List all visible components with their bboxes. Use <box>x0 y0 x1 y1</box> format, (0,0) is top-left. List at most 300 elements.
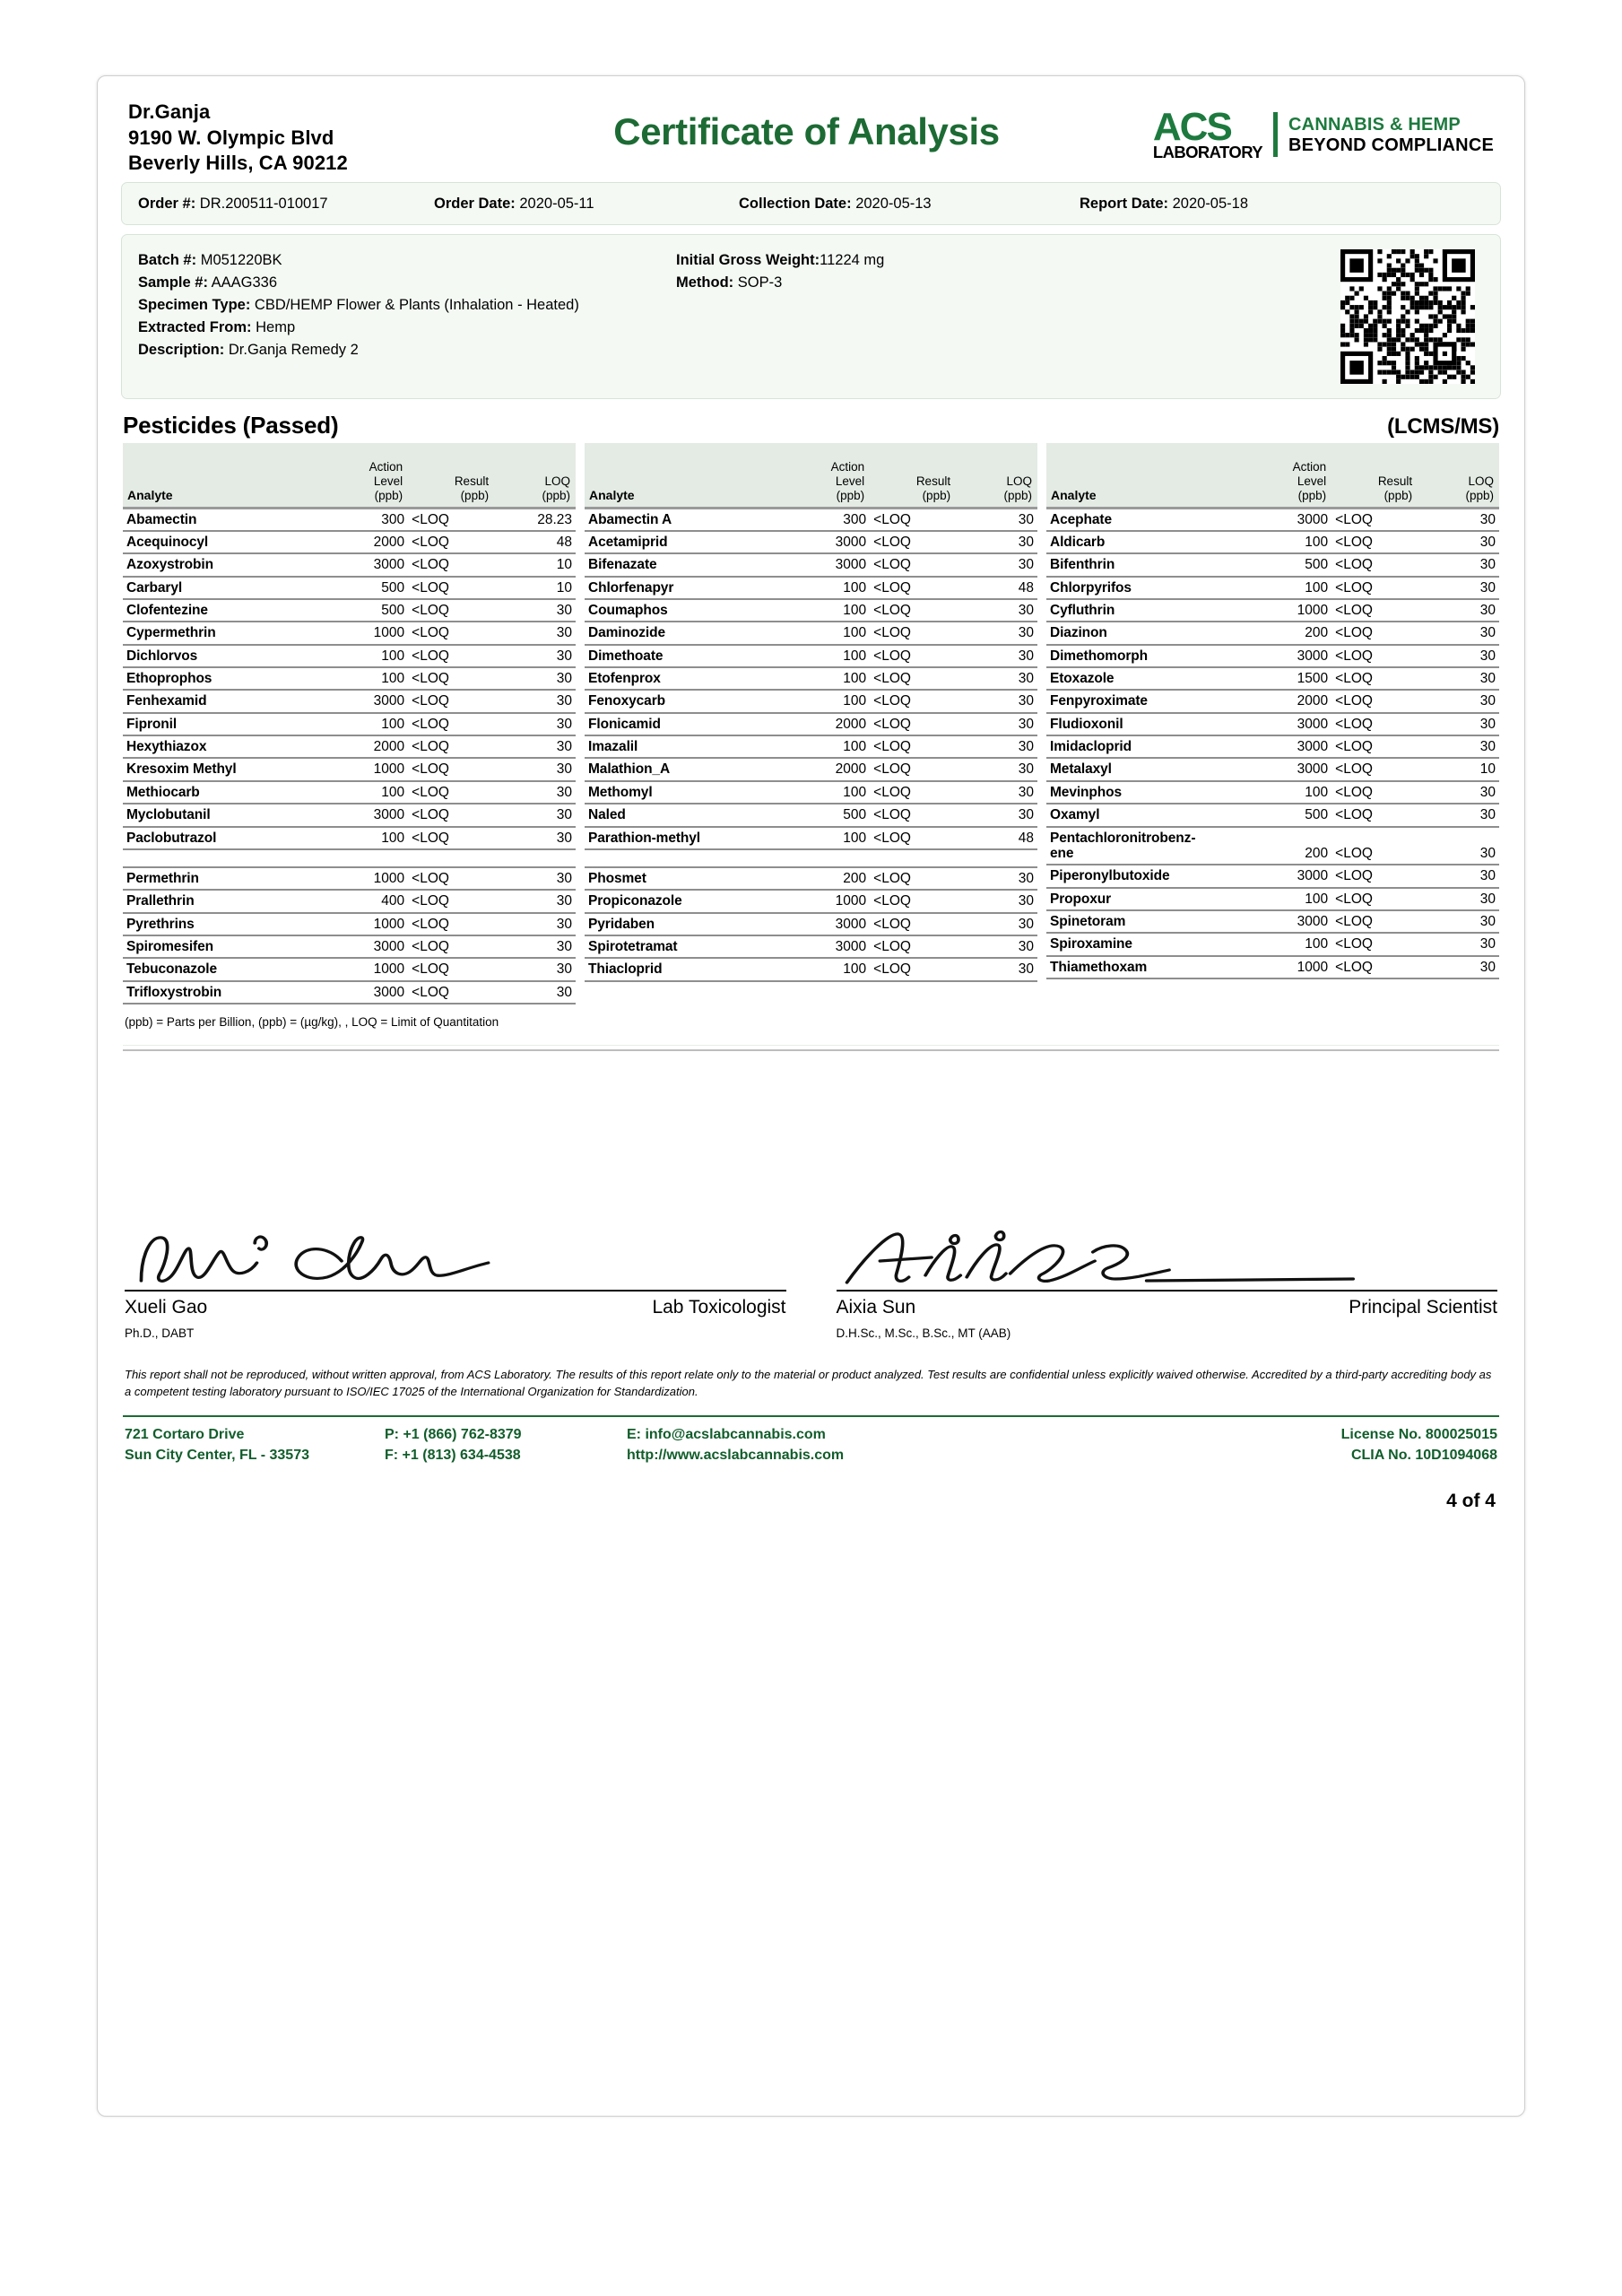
report-date-value: 2020-05-18 <box>1172 195 1249 212</box>
cell-action-level: 3000 <box>1245 910 1331 933</box>
cell-action-level: 300 <box>784 508 870 531</box>
cell-analyte: Pyridaben <box>585 913 784 935</box>
footer-address <box>125 1424 385 1465</box>
cell-analyte: Pentachloronitrobenz- ene <box>1046 827 1245 865</box>
th-loq <box>1418 443 1499 508</box>
description-label: Description: <box>138 342 225 359</box>
cell-result: <LOQ <box>1331 933 1418 955</box>
document-header <box>117 76 1505 182</box>
cell-analyte: Acetamiprid <box>585 531 784 553</box>
page-title: Certificate of Analysis <box>613 110 1000 152</box>
sample-info-bar <box>121 234 1501 399</box>
cell-result: <LOQ <box>408 508 494 531</box>
signature-image-xueli-gao <box>125 1222 786 1292</box>
cell-result: <LOQ <box>870 781 956 804</box>
cell-action-level: 1000 <box>322 913 408 935</box>
cell-loq: 30 <box>494 804 576 826</box>
cell-analyte: Acequinocyl <box>123 531 322 553</box>
signatory-role: Principal Scientist <box>1349 1297 1497 1318</box>
cell-result: <LOQ <box>408 981 494 1004</box>
th-analyte: Analyte <box>1046 443 1245 508</box>
cell-analyte: Propoxur <box>1046 888 1245 910</box>
handwritten-signature-icon <box>837 1222 1498 1292</box>
cell-loq: 30 <box>956 622 1037 644</box>
table-row <box>123 622 576 644</box>
footer-website-link[interactable]: http://www.acslabcannabis.com <box>627 1447 845 1463</box>
footer-license-block <box>1228 1424 1497 1465</box>
th-action-level-l3: (ppb) <box>1297 488 1327 502</box>
cell-loq: 28.23 <box>494 508 576 531</box>
footer-phone-block <box>385 1424 627 1465</box>
table-row <box>1046 577 1499 599</box>
cell-result: <LOQ <box>408 935 494 958</box>
order-date-label: Order Date: <box>434 195 516 212</box>
sample-info-right-column <box>1097 249 1484 384</box>
collection-date-cell <box>739 196 1080 213</box>
cell-action-level: 2000 <box>784 713 870 735</box>
table-row-spacer <box>123 849 576 867</box>
table-row <box>585 531 1037 553</box>
cell-analyte: Cyfluthrin <box>1046 599 1245 622</box>
footer-email[interactable]: E: info@acslabcannabis.com <box>627 1426 826 1442</box>
table-row <box>123 577 576 599</box>
cell-analyte: Myclobutanil <box>123 804 322 826</box>
cell-action-level: 3000 <box>1245 508 1331 531</box>
order-number-label: Order #: <box>138 195 196 212</box>
table-row <box>123 508 576 531</box>
cell-action-level: 1500 <box>1245 667 1331 690</box>
table-row <box>585 890 1037 912</box>
extracted-from-label: Extracted From: <box>138 319 252 336</box>
table-row <box>123 531 576 553</box>
th-action-level-l1: Action <box>369 459 403 474</box>
cell-analyte: Methomyl <box>585 781 784 804</box>
signature-toxicologist <box>125 1222 786 1340</box>
cell-analyte: Spiroxamine <box>1046 933 1245 955</box>
cell-analyte: Dimethomorph <box>1046 645 1245 667</box>
cell-analyte: Abamectin A <box>585 508 784 531</box>
cell-result: <LOQ <box>408 690 494 712</box>
gross-weight-value: 11224 mg <box>820 252 885 268</box>
cell-loq: 30 <box>1418 690 1499 712</box>
table-row <box>585 553 1037 576</box>
th-loq-l2: (ppb) <box>542 488 570 502</box>
cell-analyte: Etofenprox <box>585 667 784 690</box>
cell-result: <LOQ <box>408 577 494 599</box>
collection-date-label: Collection Date: <box>739 195 852 212</box>
legal-disclaimer: This report shall not be reproduced, without written approval, from ACS Laboratory. The results of this report relate only to the material or product analyzed. Test results are confidential unless explicitly waived otherwise. Accredited by a third-party accrediting body as a competent testing laboratory pursuant to ISO/IEC 17025 of the International Organization for Standardization. <box>125 1368 1492 1398</box>
cell-action-level: 3000 <box>322 690 408 712</box>
cell-action-level: 100 <box>1245 577 1331 599</box>
cell-action-level: 300 <box>322 508 408 531</box>
cell-loq: 30 <box>1418 735 1499 758</box>
footer-license-number: License No. 800025015 <box>1340 1426 1497 1442</box>
cell-loq: 30 <box>1418 599 1499 622</box>
batch-number-value: M051220BK <box>200 252 282 268</box>
report-date-cell <box>1080 196 1248 213</box>
cell-result: <LOQ <box>1331 735 1418 758</box>
cell-result: <LOQ <box>1331 599 1418 622</box>
cell-loq: 30 <box>1418 508 1499 531</box>
th-loq-l1: LOQ <box>1468 474 1494 488</box>
section-divider-grey <box>123 1049 1499 1051</box>
cell-loq: 10 <box>494 553 576 576</box>
cell-loq: 30 <box>1418 645 1499 667</box>
cell-loq: 30 <box>1418 713 1499 735</box>
cell-result: <LOQ <box>870 804 956 826</box>
sample-info-middle-column <box>676 249 1097 384</box>
table-row <box>123 827 576 849</box>
cell-analyte: Dichlorvos <box>123 645 322 667</box>
cell-analyte: Paclobutrazol <box>123 827 322 849</box>
table-row <box>585 599 1037 622</box>
footer-phone: P: +1 (866) 762-8379 <box>385 1426 522 1442</box>
cell-action-level: 100 <box>784 667 870 690</box>
description-value: Dr.Ganja Remedy 2 <box>228 342 359 359</box>
cell-action-level: 100 <box>784 781 870 804</box>
cell-analyte: Diazinon <box>1046 622 1245 644</box>
cell-analyte: Fenhexamid <box>123 690 322 712</box>
table-row <box>1046 599 1499 622</box>
lab-logo-block <box>1108 100 1494 161</box>
collection-date-value: 2020-05-13 <box>855 195 932 212</box>
cell-loq: 30 <box>956 508 1037 531</box>
cell-result: <LOQ <box>1331 713 1418 735</box>
qr-code-icon <box>1340 249 1475 384</box>
table-row <box>1046 781 1499 804</box>
client-address-line1: 9190 W. Olympic Blvd <box>128 126 334 149</box>
cell-analyte: Tebuconazole <box>123 958 322 980</box>
cell-loq: 30 <box>956 867 1037 890</box>
footer-address-line1: 721 Cortaro Drive <box>125 1426 245 1442</box>
cell-result: <LOQ <box>408 890 494 912</box>
cell-result: <LOQ <box>870 577 956 599</box>
cell-action-level: 100 <box>784 735 870 758</box>
cell-analyte: Acephate <box>1046 508 1245 531</box>
cell-action-level: 100 <box>784 827 870 849</box>
cell-loq: 30 <box>1418 910 1499 933</box>
signature-name-role-row <box>125 1297 786 1318</box>
cell-loq: 30 <box>494 890 576 912</box>
footer-clia-number: CLIA No. 10D1094068 <box>1350 1447 1497 1463</box>
cell-action-level: 400 <box>322 890 408 912</box>
cell-loq: 48 <box>956 577 1037 599</box>
th-action-level-l2: Level <box>373 474 403 488</box>
cell-loq: 30 <box>1418 865 1499 887</box>
table-row <box>1046 865 1499 887</box>
footer-divider <box>123 1415 1499 1417</box>
table-row <box>1046 667 1499 690</box>
cell-result: <LOQ <box>870 958 956 980</box>
specimen-type-value: CBD/HEMP Flower & Plants (Inhalation - Heated) <box>254 297 579 314</box>
cell-analyte: Flonicamid <box>585 713 784 735</box>
cell-result: <LOQ <box>1331 645 1418 667</box>
table-row <box>123 935 576 958</box>
cell-analyte: Pyrethrins <box>123 913 322 935</box>
cell-analyte: Piperonylbutoxide <box>1046 865 1245 887</box>
sample-number-row <box>138 272 676 294</box>
table-row <box>585 781 1037 804</box>
section-title: Pesticides (Passed) <box>123 412 339 439</box>
coa-page <box>97 75 1525 2117</box>
cell-loq: 48 <box>956 827 1037 849</box>
logo-right-group <box>1288 110 1494 161</box>
laboratory-wordmark: LABORATORY <box>1152 142 1263 161</box>
cell-loq: 30 <box>1418 577 1499 599</box>
cell-loq: 30 <box>494 735 576 758</box>
cell-result: <LOQ <box>1331 690 1418 712</box>
cell-loq: 10 <box>494 577 576 599</box>
cell-loq: 30 <box>956 935 1037 958</box>
batch-number-row <box>138 249 676 272</box>
cell-analyte: Mevinphos <box>1046 781 1245 804</box>
table-header-row <box>1046 443 1499 508</box>
cell-action-level: 2000 <box>322 735 408 758</box>
cell-result: <LOQ <box>1331 910 1418 933</box>
report-date-label: Report Date: <box>1080 195 1169 212</box>
table-row <box>1046 804 1499 826</box>
table-row <box>1046 910 1499 933</box>
cell-analyte: Dimethoate <box>585 645 784 667</box>
table-row <box>1046 933 1499 955</box>
table-row <box>1046 758 1499 780</box>
logo-tagline-line2: BEYOND COMPLIANCE <box>1288 135 1494 156</box>
cell-action-level: 3000 <box>1245 645 1331 667</box>
table-row <box>123 735 576 758</box>
table-row <box>585 913 1037 935</box>
cell-loq: 30 <box>956 599 1037 622</box>
cell-action-level: 100 <box>1245 933 1331 955</box>
cell-action-level: 1000 <box>784 890 870 912</box>
cell-loq: 30 <box>494 913 576 935</box>
cell-analyte: Cypermethrin <box>123 622 322 644</box>
cell-analyte: Phosmet <box>585 867 784 890</box>
th-action-level <box>784 443 870 508</box>
cell-result: <LOQ <box>1331 531 1418 553</box>
cell-action-level: 100 <box>1245 781 1331 804</box>
cell-loq: 30 <box>1418 553 1499 576</box>
table-row-spacer <box>585 849 1037 867</box>
cell-result: <LOQ <box>1331 827 1418 865</box>
cell-analyte: Fludioxonil <box>1046 713 1245 735</box>
cell-action-level: 100 <box>784 958 870 980</box>
cell-action-level: 1000 <box>322 622 408 644</box>
cell-action-level: 100 <box>1245 531 1331 553</box>
cell-loq: 30 <box>956 781 1037 804</box>
table-row <box>123 667 576 690</box>
cell-action-level: 3000 <box>322 935 408 958</box>
cell-result: <LOQ <box>1331 667 1418 690</box>
table-header-row <box>123 443 576 508</box>
order-info-bar <box>121 182 1501 225</box>
cell-analyte: Daminozide <box>585 622 784 644</box>
table-row <box>123 867 576 890</box>
signatory-role: Lab Toxicologist <box>652 1297 786 1318</box>
cell-analyte: Fenpyroximate <box>1046 690 1245 712</box>
cell-result: <LOQ <box>870 713 956 735</box>
cell-result: <LOQ <box>408 622 494 644</box>
table-row <box>1046 690 1499 712</box>
th-action-level-l2: Level <box>1297 474 1327 488</box>
footer-contact-block <box>627 1424 1228 1465</box>
cell-loq: 30 <box>494 645 576 667</box>
table-row <box>585 827 1037 849</box>
cell-result: <LOQ <box>408 827 494 849</box>
th-action-level <box>1245 443 1331 508</box>
cell-action-level: 3000 <box>1245 865 1331 887</box>
cell-action-level: 100 <box>784 577 870 599</box>
table-row <box>585 577 1037 599</box>
th-loq-l1: LOQ <box>1006 474 1032 488</box>
client-address-line2: Beverly Hills, CA 90212 <box>128 152 348 175</box>
table-row <box>585 958 1037 980</box>
cell-action-level: 2000 <box>1245 690 1331 712</box>
cell-analyte: Kresoxim Methyl <box>123 758 322 780</box>
th-result-l2: (ppb) <box>460 488 490 502</box>
cell-result: <LOQ <box>408 735 494 758</box>
cell-loq: 30 <box>1418 531 1499 553</box>
cell-analyte: Hexythiazox <box>123 735 322 758</box>
cell-result: <LOQ <box>870 935 956 958</box>
th-result-l1: Result <box>454 474 490 488</box>
acs-wordmark: ACS <box>1152 105 1231 149</box>
cell-action-level: 100 <box>322 827 408 849</box>
table-row <box>123 958 576 980</box>
cell-action-level: 100 <box>322 713 408 735</box>
signature-block <box>125 1222 1497 1340</box>
cell-action-level: 500 <box>1245 804 1331 826</box>
gross-weight-row <box>676 249 1097 272</box>
cell-action-level: 100 <box>322 667 408 690</box>
table-row <box>123 981 576 1004</box>
th-analyte: Analyte <box>585 443 784 508</box>
logo-divider-bar <box>1273 112 1278 157</box>
cell-loq: 30 <box>956 804 1037 826</box>
cell-action-level: 1000 <box>1245 599 1331 622</box>
cell-result: <LOQ <box>408 713 494 735</box>
table-row <box>123 758 576 780</box>
cell-analyte: Bifenazate <box>585 553 784 576</box>
th-loq-l2: (ppb) <box>1003 488 1032 502</box>
table-row <box>1046 622 1499 644</box>
order-date-cell <box>434 196 739 213</box>
order-number-cell <box>138 196 434 213</box>
cell-loq: 30 <box>956 645 1037 667</box>
table-row <box>123 781 576 804</box>
cell-loq: 30 <box>1418 888 1499 910</box>
cell-loq: 30 <box>494 758 576 780</box>
pesticides-tables <box>123 443 1499 1004</box>
cell-result: <LOQ <box>870 758 956 780</box>
cell-result: <LOQ <box>408 531 494 553</box>
cell-action-level: 3000 <box>784 553 870 576</box>
table-row <box>585 622 1037 644</box>
cell-action-level: 2000 <box>784 758 870 780</box>
cell-loq: 10 <box>1418 758 1499 780</box>
th-result-l1: Result <box>915 474 951 488</box>
th-action-level-l2: Level <box>835 474 865 488</box>
table-row <box>123 804 576 826</box>
cell-analyte: Coumaphos <box>585 599 784 622</box>
cell-analyte: Imidacloprid <box>1046 735 1245 758</box>
order-number-value: DR.200511-010017 <box>199 195 328 212</box>
cell-action-level: 500 <box>322 599 408 622</box>
description-row <box>138 339 676 361</box>
cell-loq: 30 <box>494 713 576 735</box>
th-analyte: Analyte <box>123 443 322 508</box>
cell-analyte: Metalaxyl <box>1046 758 1245 780</box>
client-address-block <box>128 100 505 177</box>
table-row <box>585 713 1037 735</box>
cell-action-level: 3000 <box>1245 735 1331 758</box>
cell-loq: 30 <box>494 622 576 644</box>
cell-analyte: Imazalil <box>585 735 784 758</box>
cell-action-level: 3000 <box>1245 713 1331 735</box>
signature-image-aixia-sun <box>837 1222 1498 1292</box>
cell-analyte: Permethrin <box>123 867 322 890</box>
th-result-l2: (ppb) <box>1383 488 1413 502</box>
cell-analyte: Aldicarb <box>1046 531 1245 553</box>
cell-analyte: Chlorfenapyr <box>585 577 784 599</box>
signature-principal-scientist <box>837 1222 1498 1340</box>
method-value: SOP-3 <box>737 274 783 291</box>
specimen-type-label: Specimen Type: <box>138 297 251 314</box>
th-result-l1: Result <box>1377 474 1413 488</box>
table-row <box>123 599 576 622</box>
order-date-value: 2020-05-11 <box>519 195 594 212</box>
cell-analyte: Abamectin <box>123 508 322 531</box>
cell-loq: 30 <box>494 667 576 690</box>
cell-analyte: Parathion-methyl <box>585 827 784 849</box>
cell-loq: 30 <box>956 758 1037 780</box>
cell-analyte: Prallethrin <box>123 890 322 912</box>
table-header-row <box>585 443 1037 508</box>
spacer-cell <box>585 849 1037 867</box>
cell-result: <LOQ <box>1331 804 1418 826</box>
analyte-table-2 <box>585 443 1037 982</box>
cell-result: <LOQ <box>870 553 956 576</box>
th-result <box>870 443 956 508</box>
th-action-level-l1: Action <box>1292 459 1327 474</box>
table-row <box>1046 553 1499 576</box>
cell-action-level: 100 <box>784 645 870 667</box>
cell-analyte: Naled <box>585 804 784 826</box>
cell-result: <LOQ <box>870 827 956 849</box>
cell-result: <LOQ <box>870 645 956 667</box>
acs-laboratory-logo <box>1152 105 1494 161</box>
cell-loq: 30 <box>494 958 576 980</box>
cell-action-level: 1000 <box>322 958 408 980</box>
cell-analyte: Oxamyl <box>1046 804 1245 826</box>
section-divider-light <box>123 1045 1499 1046</box>
cell-result: <LOQ <box>870 913 956 935</box>
th-result <box>408 443 494 508</box>
cell-loq: 30 <box>494 599 576 622</box>
table-row <box>1046 713 1499 735</box>
sample-info-left-column <box>138 249 676 384</box>
signature-name-role-row <box>837 1297 1498 1318</box>
batch-number-label: Batch #: <box>138 252 197 268</box>
table-row <box>1046 645 1499 667</box>
cell-result: <LOQ <box>408 781 494 804</box>
cell-loq: 30 <box>956 713 1037 735</box>
cell-result: <LOQ <box>408 958 494 980</box>
cell-loq: 30 <box>494 690 576 712</box>
table-row <box>123 713 576 735</box>
cell-analyte: Carbaryl <box>123 577 322 599</box>
pesticides-section-header <box>123 412 1499 439</box>
cell-action-level: 500 <box>784 804 870 826</box>
